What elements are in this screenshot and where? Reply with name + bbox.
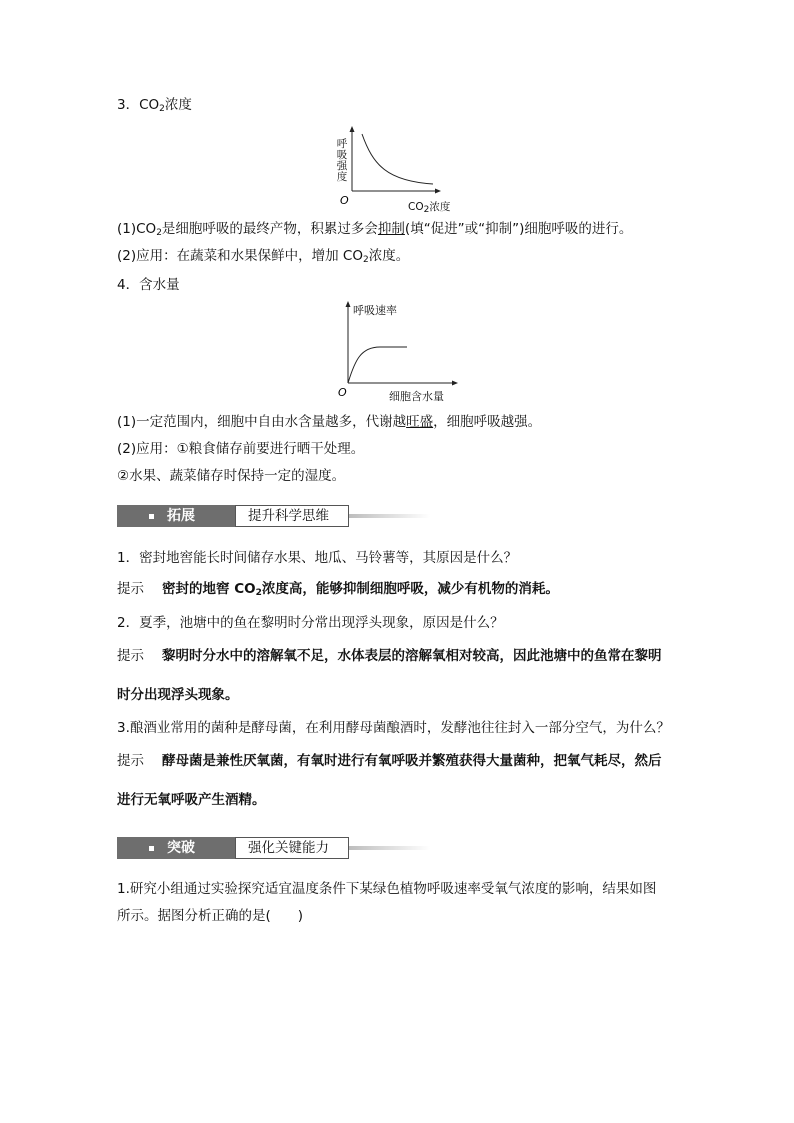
question-2: 2．夏季，池塘中的鱼在黎明时分常出现浮头现象，原因是什么？ <box>117 615 504 631</box>
paragraph-fruit-storage: ②水果、蔬菜储存时保持一定的湿度。 <box>117 468 346 484</box>
graph2-y-label: 呼吸速率 <box>353 304 397 317</box>
banner-title: 拓展 <box>167 508 195 524</box>
paragraph-grain-storage: (2)应用：①粮食储存前要进行晒干处理。 <box>117 441 365 457</box>
answer-inhibit: 抑制 <box>377 221 405 237</box>
graph2-x-arrow <box>452 381 458 386</box>
banner-title: 突破 <box>167 840 195 856</box>
water-respiration-graph <box>337 300 462 404</box>
hint-1: 提示 密封的地窖 $CO_2$浓度高，能够抑制细胞呼吸，减少有机物的消耗。 <box>117 581 559 598</box>
hint-2-line-1: 提示 黎明时分水中的溶解氧不足，水体表层的溶解氧相对较高，因此池塘中的鱼常在黎明 <box>117 648 662 664</box>
graph1-x-arrow <box>435 189 441 194</box>
paragraph-co2-product: $(1)CO_2$是细胞呼吸的最终产物，积累过多会抑制(填“促进”或“抑制”)细胞呼吸的进行。 <box>117 221 633 238</box>
graph2-origin: O <box>338 386 347 399</box>
hint-2-line-2: 时分出现浮头现象。 <box>117 687 239 703</box>
paragraph-water-content: (1)一定范围内，细胞中自由水含量越多，代谢越旺盛，细胞呼吸越强。 <box>117 414 542 430</box>
graph1-y-label: 呼吸强度 <box>336 138 348 183</box>
question-3: 3.酿酒业常用的菌种是酵母菌，在利用酵母菌酿酒时，发酵池往往封入一部分空气，为什么？ <box>117 720 670 736</box>
hint-3-line-2: 进行无氧呼吸产生酒精。 <box>117 792 266 808</box>
section-3-heading: 3．$CO_2$浓度 <box>117 97 192 114</box>
graph2-y-arrow <box>346 301 351 307</box>
hint-3-line-1: 提示 酵母菌是兼性厌氧菌，有氧时进行有氧呼吸并繁殖获得大量菌种，把氧气耗尽，然后 <box>117 753 662 769</box>
answer-vigorous: 旺盛 <box>406 414 434 430</box>
section-banner-expand <box>117 505 430 527</box>
graph2-x-label: 细胞含水量 <box>389 390 444 403</box>
exercise-1-line-2: 所示。据图分析正确的是( ) <box>117 908 304 924</box>
section-banner-breakthrough <box>117 837 430 859</box>
section-4-heading: 4．含水量 <box>117 277 180 293</box>
graph1-curve <box>362 134 433 184</box>
graph2-curve <box>348 347 407 383</box>
banner-subtitle: 提升科学思维 <box>248 508 329 524</box>
banner-subtitle: 强化关键能力 <box>248 840 329 856</box>
square-bullet-icon <box>149 514 154 519</box>
question-1: 1．密封地窖能长时间储存水果、地瓜、马铃薯等，其原因是什么？ <box>117 550 518 566</box>
square-bullet-icon <box>149 846 154 851</box>
graph1-y-arrow <box>350 126 355 132</box>
paragraph-co2-application: (2)应用：在蔬菜和水果保鲜中，增加 $CO_2$浓度。 <box>117 248 410 265</box>
graph1-origin: O <box>340 194 349 207</box>
exercise-1-line-1: 1.研究小组通过实验探究适宜温度条件下某绿色植物呼吸速率受氧气浓度的影响，结果如图 <box>117 881 657 897</box>
co2-respiration-graph <box>335 125 451 215</box>
graph1-x-label: $CO_2$浓度 <box>408 201 451 215</box>
